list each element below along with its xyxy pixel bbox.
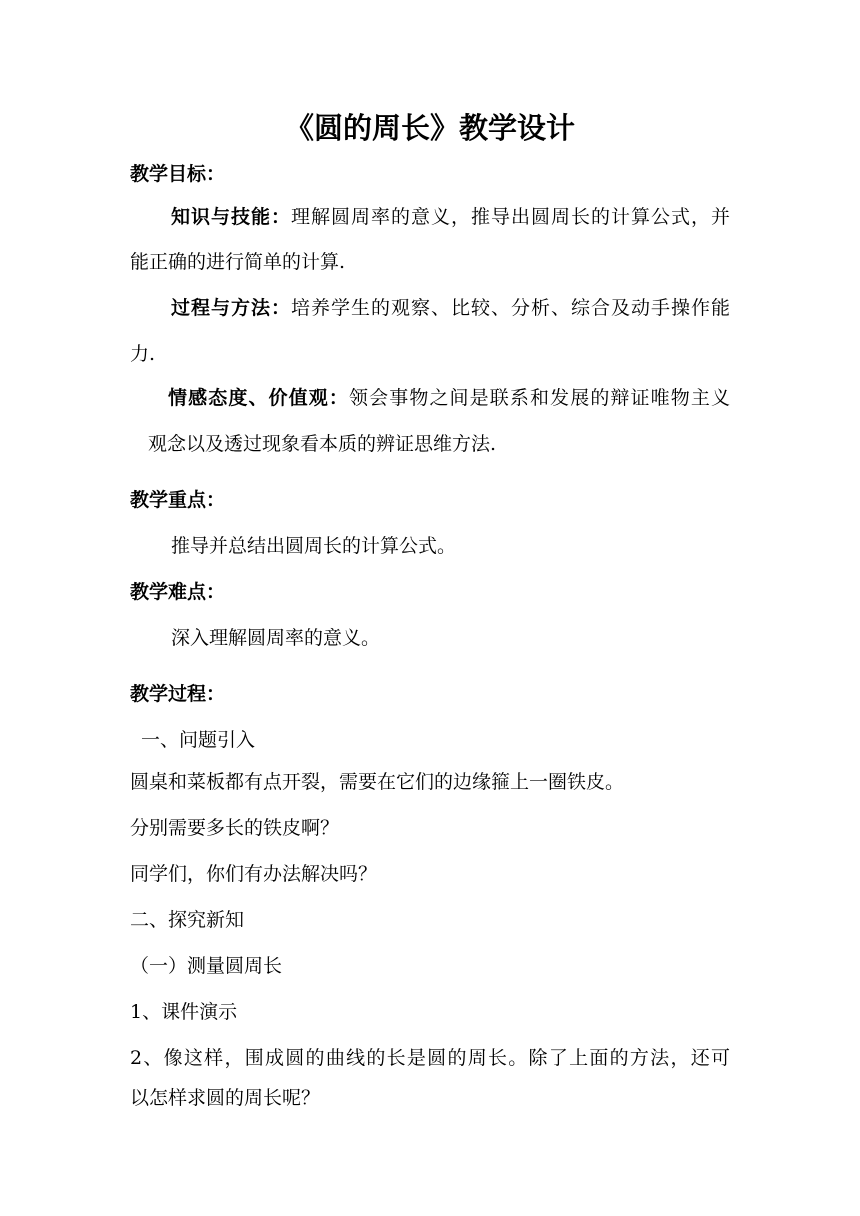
emotion-values-label: 情感态度、价值观： bbox=[168, 387, 349, 409]
process-line: （一）测量圆周长 bbox=[130, 955, 283, 977]
knowledge-skills-line-1 bbox=[171, 205, 730, 229]
emotion-values-line-2: 观念以及透过现象看本质的辨证思维方法. bbox=[148, 433, 497, 455]
process-line: 1、课件演示 bbox=[130, 1001, 238, 1023]
process-line: 二、探究新知 bbox=[130, 909, 245, 931]
process-line: 2、像这样，围成圆的曲线的长是圆的周长。除了上面的方法，还可 bbox=[130, 1047, 730, 1069]
key-point-heading: 教学重点： bbox=[130, 489, 226, 511]
process-methods-text-1: 培养学生的观察、比较、分析、综合及动手操作能 bbox=[291, 297, 730, 319]
knowledge-skills-line-2: 能正确的进行简单的计算. bbox=[130, 251, 346, 273]
objectives-heading: 教学目标： bbox=[130, 163, 226, 185]
process-methods-line-2: 力. bbox=[130, 343, 156, 365]
key-point-text: 推导并总结出圆周长的计算公式。 bbox=[171, 535, 457, 557]
process-line: 以怎样求圆的周长呢？ bbox=[130, 1087, 321, 1109]
process-methods-label: 过程与方法： bbox=[171, 297, 291, 319]
emotion-values-text-1: 领会事物之间是联系和发展的辩证唯物主义 bbox=[349, 387, 730, 409]
process-line: 同学们，你们有办法解决吗？ bbox=[130, 863, 378, 885]
process-line: 一、问题引入 bbox=[141, 729, 256, 751]
process-line: 圆桌和菜板都有点开裂，需要在它们的边缘箍上一圈铁皮。 bbox=[130, 771, 625, 793]
emotion-values-line-1 bbox=[168, 386, 730, 410]
process-methods-line-1 bbox=[171, 296, 730, 320]
knowledge-skills-text-1: 理解圆周率的意义，推导出圆周长的计算公式，并 bbox=[291, 206, 730, 228]
process-line: 分别需要多长的铁皮啊？ bbox=[130, 817, 340, 839]
difficulty-heading: 教学难点： bbox=[130, 581, 226, 603]
teaching-process-heading: 教学过程： bbox=[130, 683, 226, 705]
document-title: 《圆的周长》教学设计 bbox=[284, 111, 575, 145]
knowledge-skills-label: 知识与技能： bbox=[171, 206, 291, 228]
difficulty-text: 深入理解圆周率的意义。 bbox=[171, 627, 381, 649]
